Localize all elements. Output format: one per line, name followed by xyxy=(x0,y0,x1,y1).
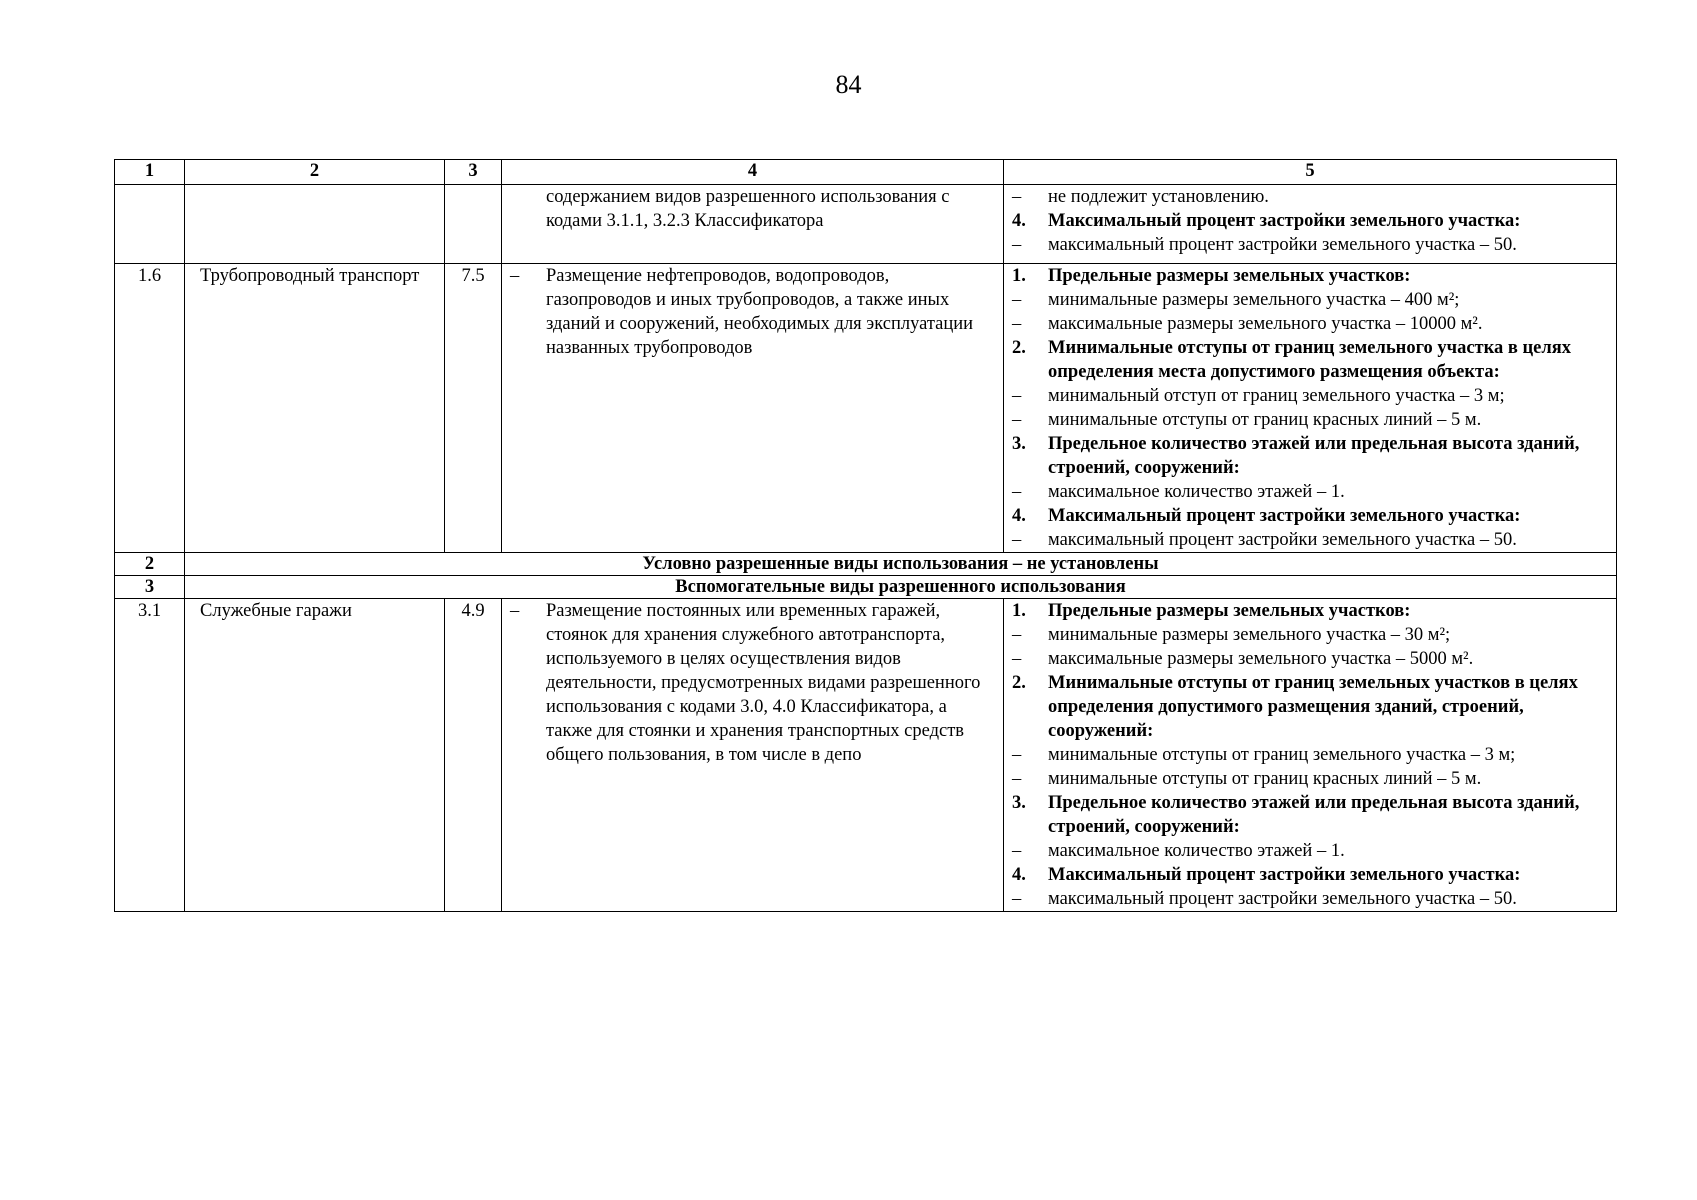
parameter-marker: – xyxy=(1012,649,1022,669)
description-dash: – xyxy=(510,601,520,621)
parameter-text: Минимальные отступы от границ земельных участков в целях определения допустимого размещения зданий, строений, сооружений: xyxy=(1048,673,1578,741)
land-use-table xyxy=(114,159,1617,912)
parameter-marker: 4. xyxy=(1012,506,1026,526)
parameter-marker: – xyxy=(1012,769,1022,789)
section-number: 3 xyxy=(115,576,185,599)
parameter-text: максимальный процент застройки земельного участка – 50. xyxy=(1048,889,1517,909)
parameter-item xyxy=(1012,528,1610,552)
use-code: 7.5 xyxy=(445,264,502,553)
parameter-item xyxy=(1012,839,1610,863)
parameter-marker: 3. xyxy=(1012,793,1026,813)
parameter-item xyxy=(1012,185,1610,209)
parameter-heading xyxy=(1012,599,1610,623)
parameter-marker: – xyxy=(1012,187,1022,207)
parameter-marker: – xyxy=(1012,841,1022,861)
parameter-text: минимальный отступ от границ земельного участка – 3 м; xyxy=(1048,386,1505,406)
parameter-text: Максимальный процент застройки земельного участка: xyxy=(1048,211,1521,231)
use-description xyxy=(502,264,1004,553)
header-cell-1: 1 xyxy=(115,160,185,185)
parameter-text: максимальные размеры земельного участка – 10000 м². xyxy=(1048,314,1483,334)
parameter-text: не подлежит установлению. xyxy=(1048,187,1269,207)
parameter-text: минимальные отступы от границ земельного участка – 3 м; xyxy=(1048,745,1516,765)
parameter-heading xyxy=(1012,791,1610,839)
parameter-item xyxy=(1012,887,1610,911)
section-row xyxy=(115,553,1617,576)
parameter-marker: 1. xyxy=(1012,601,1026,621)
parameter-marker: – xyxy=(1012,235,1022,255)
parameter-text: максимальный процент застройки земельного участка – 50. xyxy=(1048,530,1517,550)
parameters-cell xyxy=(1004,264,1617,553)
parameters-list xyxy=(1012,599,1610,911)
header-cell-4: 4 xyxy=(502,160,1004,185)
parameters-cell xyxy=(1004,599,1617,912)
parameter-marker: 4. xyxy=(1012,211,1026,231)
row-number: 1.6 xyxy=(115,264,185,553)
parameter-heading xyxy=(1012,432,1610,480)
parameter-text: максимальное количество этажей – 1. xyxy=(1048,482,1345,502)
description-text: Размещение нефтепроводов, водопроводов, газопроводов и иных трубопроводов, а также иных зданий и сооружений, необходимых для эксплуатации названных трубопроводов xyxy=(546,266,974,358)
parameter-item xyxy=(1012,312,1610,336)
parameter-item xyxy=(1012,623,1610,647)
parameter-marker: 3. xyxy=(1012,434,1026,454)
parameter-heading xyxy=(1012,336,1610,384)
table-row xyxy=(115,264,1617,553)
row-number xyxy=(115,185,185,264)
section-title: Условно разрешенные виды использования – не установлены xyxy=(185,553,1617,576)
parameter-marker: – xyxy=(1012,290,1022,310)
parameter-item xyxy=(1012,743,1610,767)
parameters-list xyxy=(1012,185,1610,257)
parameter-text: Минимальные отступы от границ земельного участка в целях определения места допустимого размещения объекта: xyxy=(1048,338,1571,382)
parameter-heading xyxy=(1012,264,1610,288)
header-cell-3: 3 xyxy=(445,160,502,185)
parameter-text: Максимальный процент застройки земельного участка: xyxy=(1048,865,1521,885)
table-row xyxy=(115,185,1617,264)
parameter-marker: – xyxy=(1012,745,1022,765)
parameter-text: минимальные отступы от границ красных линий – 5 м. xyxy=(1048,769,1482,789)
use-description xyxy=(502,185,1004,264)
parameter-text: Максимальный процент застройки земельного участка: xyxy=(1048,506,1521,526)
section-row xyxy=(115,576,1617,599)
parameter-marker: – xyxy=(1012,410,1022,430)
parameter-text: минимальные размеры земельного участка – 400 м²; xyxy=(1048,290,1460,310)
parameter-heading xyxy=(1012,863,1610,887)
parameter-item xyxy=(1012,408,1610,432)
use-name xyxy=(185,185,445,264)
parameter-text: Предельные размеры земельных участков: xyxy=(1048,601,1411,621)
parameter-marker: – xyxy=(1012,625,1022,645)
parameter-text: Предельное количество этажей или предельная высота зданий, строений, сооружений: xyxy=(1048,793,1580,837)
section-title: Вспомогательные виды разрешенного использования xyxy=(185,576,1617,599)
description-dash: – xyxy=(510,266,520,286)
use-description xyxy=(502,599,1004,912)
parameter-item xyxy=(1012,767,1610,791)
parameter-text: Предельное количество этажей или предельная высота зданий, строений, сооружений: xyxy=(1048,434,1580,478)
parameters-cell xyxy=(1004,185,1617,264)
table-row xyxy=(115,599,1617,912)
parameter-item xyxy=(1012,233,1610,257)
parameter-item xyxy=(1012,480,1610,504)
use-code: 4.9 xyxy=(445,599,502,912)
header-row xyxy=(115,160,1617,185)
parameter-marker: 2. xyxy=(1012,338,1026,358)
parameter-marker: – xyxy=(1012,889,1022,909)
parameter-heading xyxy=(1012,209,1610,233)
parameter-text: минимальные размеры земельного участка – 30 м²; xyxy=(1048,625,1451,645)
description-text: содержанием видов разрешенного использования с кодами 3.1.1, 3.2.3 Классификатора xyxy=(546,187,950,231)
parameter-marker: 1. xyxy=(1012,266,1026,286)
parameter-marker: – xyxy=(1012,314,1022,334)
page-number: 84 xyxy=(835,70,862,99)
parameter-marker: 4. xyxy=(1012,865,1026,885)
header-cell-5: 5 xyxy=(1004,160,1617,185)
parameter-marker: 2. xyxy=(1012,673,1026,693)
parameter-text: минимальные отступы от границ красных линий – 5 м. xyxy=(1048,410,1482,430)
parameter-heading xyxy=(1012,504,1610,528)
use-name: Служебные гаражи xyxy=(185,599,445,912)
parameter-text: максимальный процент застройки земельного участка – 50. xyxy=(1048,235,1517,255)
description-text: Размещение постоянных или временных гаражей, стоянок для хранения служебного автотранспорта, используемого в целях осуществления видов деятельности, предусмотренных видами разрешенного использования с кодами 3.0, 4.0 Классификатора, а также для стоянки и хранения транспортных средств общего пользования, в том числе в депо xyxy=(546,601,981,765)
parameter-item xyxy=(1012,384,1610,408)
use-name: Трубопроводный транспорт xyxy=(185,264,445,553)
parameter-text: Предельные размеры земельных участков: xyxy=(1048,266,1411,286)
parameter-marker: – xyxy=(1012,482,1022,502)
parameter-item xyxy=(1012,647,1610,671)
parameter-text: максимальные размеры земельного участка – 5000 м². xyxy=(1048,649,1474,669)
parameter-heading xyxy=(1012,671,1610,743)
parameter-marker: – xyxy=(1012,386,1022,406)
use-code xyxy=(445,185,502,264)
row-number: 3.1 xyxy=(115,599,185,912)
parameter-item xyxy=(1012,288,1610,312)
parameter-text: максимальное количество этажей – 1. xyxy=(1048,841,1345,861)
parameter-marker: – xyxy=(1012,530,1022,550)
header-cell-2: 2 xyxy=(185,160,445,185)
parameters-list xyxy=(1012,264,1610,552)
section-number: 2 xyxy=(115,553,185,576)
